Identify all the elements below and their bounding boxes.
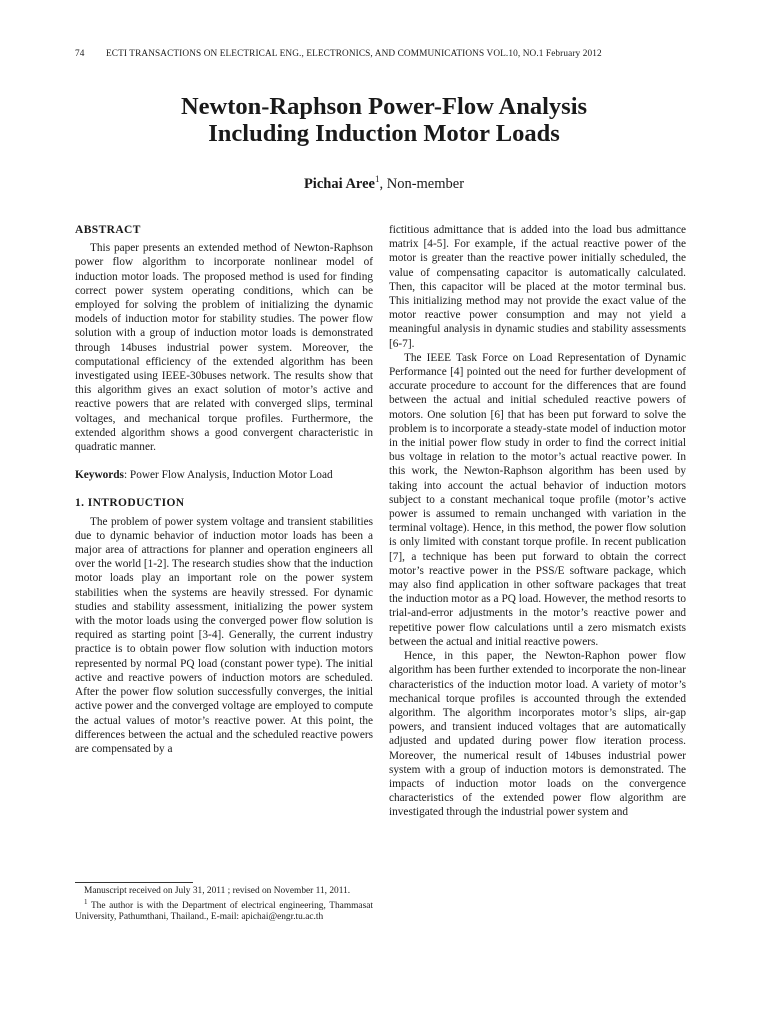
footnotes: [75, 886, 373, 923]
introduction-paragraph-1: The problem of power system voltage and transient stabilities due to dynamic behavior of induction motor loads has been a major area of attractions for planner and operation engineers all over the world [1-2]. The research studies show that the induction motor loads play an important role on the power system stabilities when the systems are heavily stressed. For dynamic studies and stability assessment, initializing the power system with the motor loads using the converged power flow solution is required as starting point [3-4]. Generally, the current industry practice is to obtain power flow solution with induction motors represented by normal PQ load (constant power type). The initial active and reactive powers of induction motors are scheduled. After the power flow solution successfully converges, the initial active power and the converged voltage are employed to compute the actual values of motor’s reactive power. At this point, the differences between the actual and the scheduled reactive powers are compensated by a: [75, 515, 373, 755]
right-column: [389, 223, 686, 820]
title-line-2: Including Induction Motor Loads: [208, 120, 560, 147]
keywords: [75, 468, 373, 482]
footnote-received: Manuscript received on July 31, 2011 ; revised on November 11, 2011.: [84, 886, 351, 896]
section-gap: [75, 482, 373, 496]
left-column: [75, 223, 373, 756]
abstract-text: This paper presents an extended method of Newton-Raphson power flow algorithm to incorporate nonlinear model of induction motor loads. The proposed method is used for finding correct power system operating conditions, which can be employed for solving the problem of initializing the dynamic models of induction motor for stability studies. The power flow solution with a group of induction motor loads is demonstrated through 14buses industrial power system. Moreover, the computational efficiency of the extended algorithm has been investigated using IEEE-30buses network. The results show that this algorithm gives an exact solution of motor’s active and reactive powers that are related with converged slips, terminal voltages, and mechanical torque profiles. Furthermore, the extended algorithm shows a good convergent characteristic in quadratic manner.: [75, 242, 373, 454]
title-line-1: Newton-Raphson Power-Flow Analysis: [180, 93, 588, 120]
abstract-heading: ABSTRACT: [75, 224, 141, 236]
footnote-author-mark: 1: [84, 898, 88, 906]
footnote-author-text: The author is with the Department of electrical engineering, Thammasat University, Pathumthani, Thailand., E-mail: apichai@engr.tu.ac.th: [75, 901, 373, 922]
footnote-author: [75, 897, 373, 923]
keywords-label: Keywords: [75, 469, 124, 482]
journal-title: ECTI TRANSACTIONS ON ELECTRICAL ENG., ELECTRONICS, AND COMMUNICATIONS VOL.10, NO.1 February 2012: [106, 49, 602, 59]
keywords-text: : Power Flow Analysis, Induction Motor Load: [123, 469, 333, 482]
author-line: [0, 174, 768, 193]
page-number: 74: [75, 49, 85, 59]
footnote-divider: [75, 882, 193, 883]
author-name: Pichai Aree: [303, 176, 375, 192]
section-gap: [75, 454, 373, 468]
introduction-heading: 1. INTRODUCTION: [75, 497, 185, 510]
author-footnote-mark: 1: [374, 174, 380, 184]
paper-title: [0, 93, 768, 147]
introduction-paragraph-3: Hence, in this paper, the Newton-Raphon power flow algorithm has been further extended to incorporate the non-linear characteristics of the induction motor load. A variety of motor’s mechanical torque profiles is accounted through the extended algorithm. The algorithm incorporates motor’s slips, air-gap powers, and transient induced voltages that are automatically adjusted and updated during power flow iteration process. Moreover, the numerical result of 14buses industrial power system with a group of induction motors is demonstrated. The impacts of induction motor loads on the convergence characteristics of the extended power flow algorithm are investigated through the industrial power system and: [389, 650, 686, 819]
introduction-paragraph-1-cont: fictitious admittance that is added into the load bus admittance matrix [4-5]. For example, if the actual reactive power of the motor is greater than the reactive power initially scheduled, the value of compensating capacitor is automatically calculated. Then, this capacitor will be placed at the motor terminal bus. This initializing method may not provide the exact value of the motor reactive power consumption and may not yield a meaningful analysis in dynamic studies and stability assessments [6-7].: [389, 224, 686, 350]
author-membership: , Non-member: [379, 176, 465, 192]
introduction-paragraph-2: The IEEE Task Force on Load Representation of Dynamic Performance [4] pointed out the need for further development of accurate procedure to account for the differences that are found between the actual and initial scheduled reactive powers of motors. One solution [6] that has been put forward to solve the problem is to incorporate a steady-state model of induction motor in the initial power flow study in order to find the correct initial bus voltage in relation to the motor’s actual reactive power. In this work, the Newton-Raphson algorithm has been used by taking into account the actual behavior of induction motors subject to a constant mechanical toque profile (motor’s active power is assumed to remain unchanged with variation in the terminal voltage). Hence, in this method, the power flow solution is only limited with constant torque profile. In recent publication [7], a technique has been put forward to obtain the correct motor’s reactive power in the PSS/E software package, which may also find application in other software packages that treat the induction motor as a PQ load. However, the method resorts to trial-and-error adjustments in the motor’s reactive power and repetitive power flow calculations until a zero mismatch exists between the actual and initial reactive powers.: [389, 351, 686, 648]
